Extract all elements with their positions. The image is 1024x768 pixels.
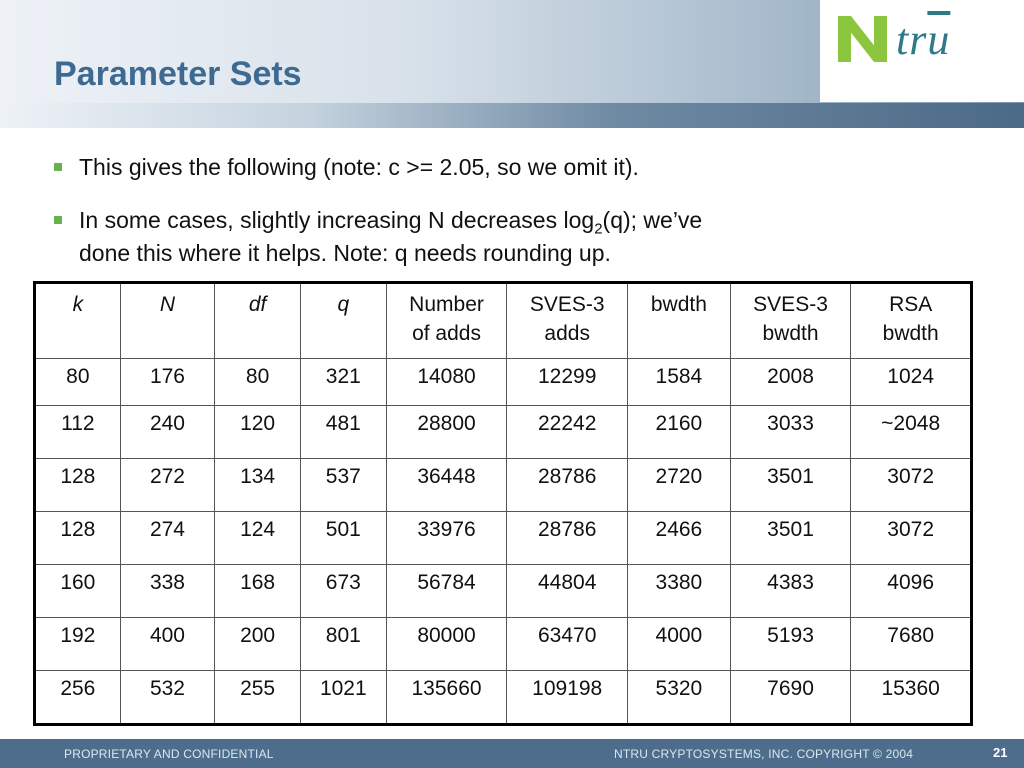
table-cell: 240 <box>120 406 215 459</box>
table-cell: 44804 <box>507 565 628 618</box>
header-df: df <box>215 283 301 359</box>
table-cell: 134 <box>215 459 301 512</box>
header-sves3-bwdth: SVES-3 bwdth <box>730 283 851 359</box>
table-cell: 2160 <box>628 406 731 459</box>
table-cell: 168 <box>215 565 301 618</box>
table-cell: 2720 <box>628 459 731 512</box>
table-cell: 135660 <box>386 671 507 725</box>
table-cell: 36448 <box>386 459 507 512</box>
table-row <box>35 565 972 618</box>
table-cell: 28786 <box>507 459 628 512</box>
table-row <box>35 406 972 459</box>
table-cell: 28800 <box>386 406 507 459</box>
table-cell: 3501 <box>730 459 851 512</box>
table-header-row <box>35 283 972 359</box>
table-cell: 321 <box>300 359 386 406</box>
table-cell: 7680 <box>851 618 972 671</box>
table-cell: 400 <box>120 618 215 671</box>
bullet-1-text: This gives the following (note: c >= 2.05, so we omit it). <box>79 154 639 180</box>
table-cell: 2466 <box>628 512 731 565</box>
parameter-table <box>33 281 973 726</box>
table-cell: 537 <box>300 459 386 512</box>
footer-bar <box>0 739 1024 768</box>
table-cell: 80000 <box>386 618 507 671</box>
table-row <box>35 618 972 671</box>
ntru-logo <box>838 14 950 64</box>
table-cell: 192 <box>35 618 121 671</box>
table-cell: 3072 <box>851 512 972 565</box>
table-cell: 14080 <box>386 359 507 406</box>
table-cell: 3033 <box>730 406 851 459</box>
footer-copyright: NTRU CRYPTOSYSTEMS, INC. COPYRIGHT © 2004 <box>614 747 914 761</box>
table-cell: 1021 <box>300 671 386 725</box>
table-row <box>35 459 972 512</box>
header-rsa-bwdth: RSA bwdth <box>851 283 972 359</box>
bullet-2-line1-pre: In some cases, slightly increasing N decreases log <box>79 207 595 233</box>
table-cell: 160 <box>35 565 121 618</box>
table-cell: 109198 <box>507 671 628 725</box>
table-row <box>35 359 972 406</box>
table-cell: 128 <box>35 512 121 565</box>
table-cell: 801 <box>300 618 386 671</box>
table-cell: 272 <box>120 459 215 512</box>
header-stripe <box>0 103 1024 128</box>
table-cell: 4096 <box>851 565 972 618</box>
footer-confidential: PROPRIETARY AND CONFIDENTIAL <box>64 747 274 761</box>
table-cell: 5193 <box>730 618 851 671</box>
table-cell: 63470 <box>507 618 628 671</box>
table-cell: 532 <box>120 671 215 725</box>
page-number: 21 <box>993 745 1008 760</box>
table-cell: 2008 <box>730 359 851 406</box>
table-row <box>35 512 972 565</box>
table-cell: 7690 <box>730 671 851 725</box>
bullet-2-line2: done this where it helps. Note: q needs rounding up. <box>79 240 611 266</box>
table-cell: 274 <box>120 512 215 565</box>
table-cell: 501 <box>300 512 386 565</box>
bullet-2-text <box>79 204 702 270</box>
table-cell: 33976 <box>386 512 507 565</box>
table-cell: 5320 <box>628 671 731 725</box>
table-cell: 22242 <box>507 406 628 459</box>
bullet-square-icon <box>54 163 62 171</box>
bullet-2-line1-post: (q); we’ve <box>602 207 703 233</box>
table-cell: 3072 <box>851 459 972 512</box>
table-cell: 338 <box>120 565 215 618</box>
header-q: q <box>300 283 386 359</box>
table-cell: 56784 <box>386 565 507 618</box>
header-number-of-adds: Number of adds <box>386 283 507 359</box>
table-cell: 256 <box>35 671 121 725</box>
table-cell: 112 <box>35 406 121 459</box>
table-cell: 120 <box>215 406 301 459</box>
table-cell: 673 <box>300 565 386 618</box>
table-cell: 176 <box>120 359 215 406</box>
table-cell: 28786 <box>507 512 628 565</box>
table-cell: 80 <box>35 359 121 406</box>
table-cell: 1584 <box>628 359 731 406</box>
table-cell: 255 <box>215 671 301 725</box>
table-cell: 481 <box>300 406 386 459</box>
table-cell: 1024 <box>851 359 972 406</box>
table-cell: 80 <box>215 359 301 406</box>
table-cell: 128 <box>35 459 121 512</box>
table-cell: 124 <box>215 512 301 565</box>
table-cell: 12299 <box>507 359 628 406</box>
table-cell: 4000 <box>628 618 731 671</box>
table-cell: ~2048 <box>851 406 972 459</box>
header-bwdth: bwdth <box>628 283 731 359</box>
table-cell: 15360 <box>851 671 972 725</box>
table-cell: 200 <box>215 618 301 671</box>
header-k: k <box>35 283 121 359</box>
logo-wordmark: $tr\overline{u}$ <box>896 15 951 64</box>
table-row <box>35 671 972 725</box>
logo-n-glyph <box>838 14 894 64</box>
bullet-square-icon <box>54 216 62 224</box>
header-n: N <box>120 283 215 359</box>
table-cell: 3501 <box>730 512 851 565</box>
header-sves3-adds: SVES-3 adds <box>507 283 628 359</box>
table-cell: 4383 <box>730 565 851 618</box>
slide-title: Parameter Sets <box>54 55 302 93</box>
bullet-2-subscript: 2 <box>594 220 603 238</box>
table-cell: 3380 <box>628 565 731 618</box>
